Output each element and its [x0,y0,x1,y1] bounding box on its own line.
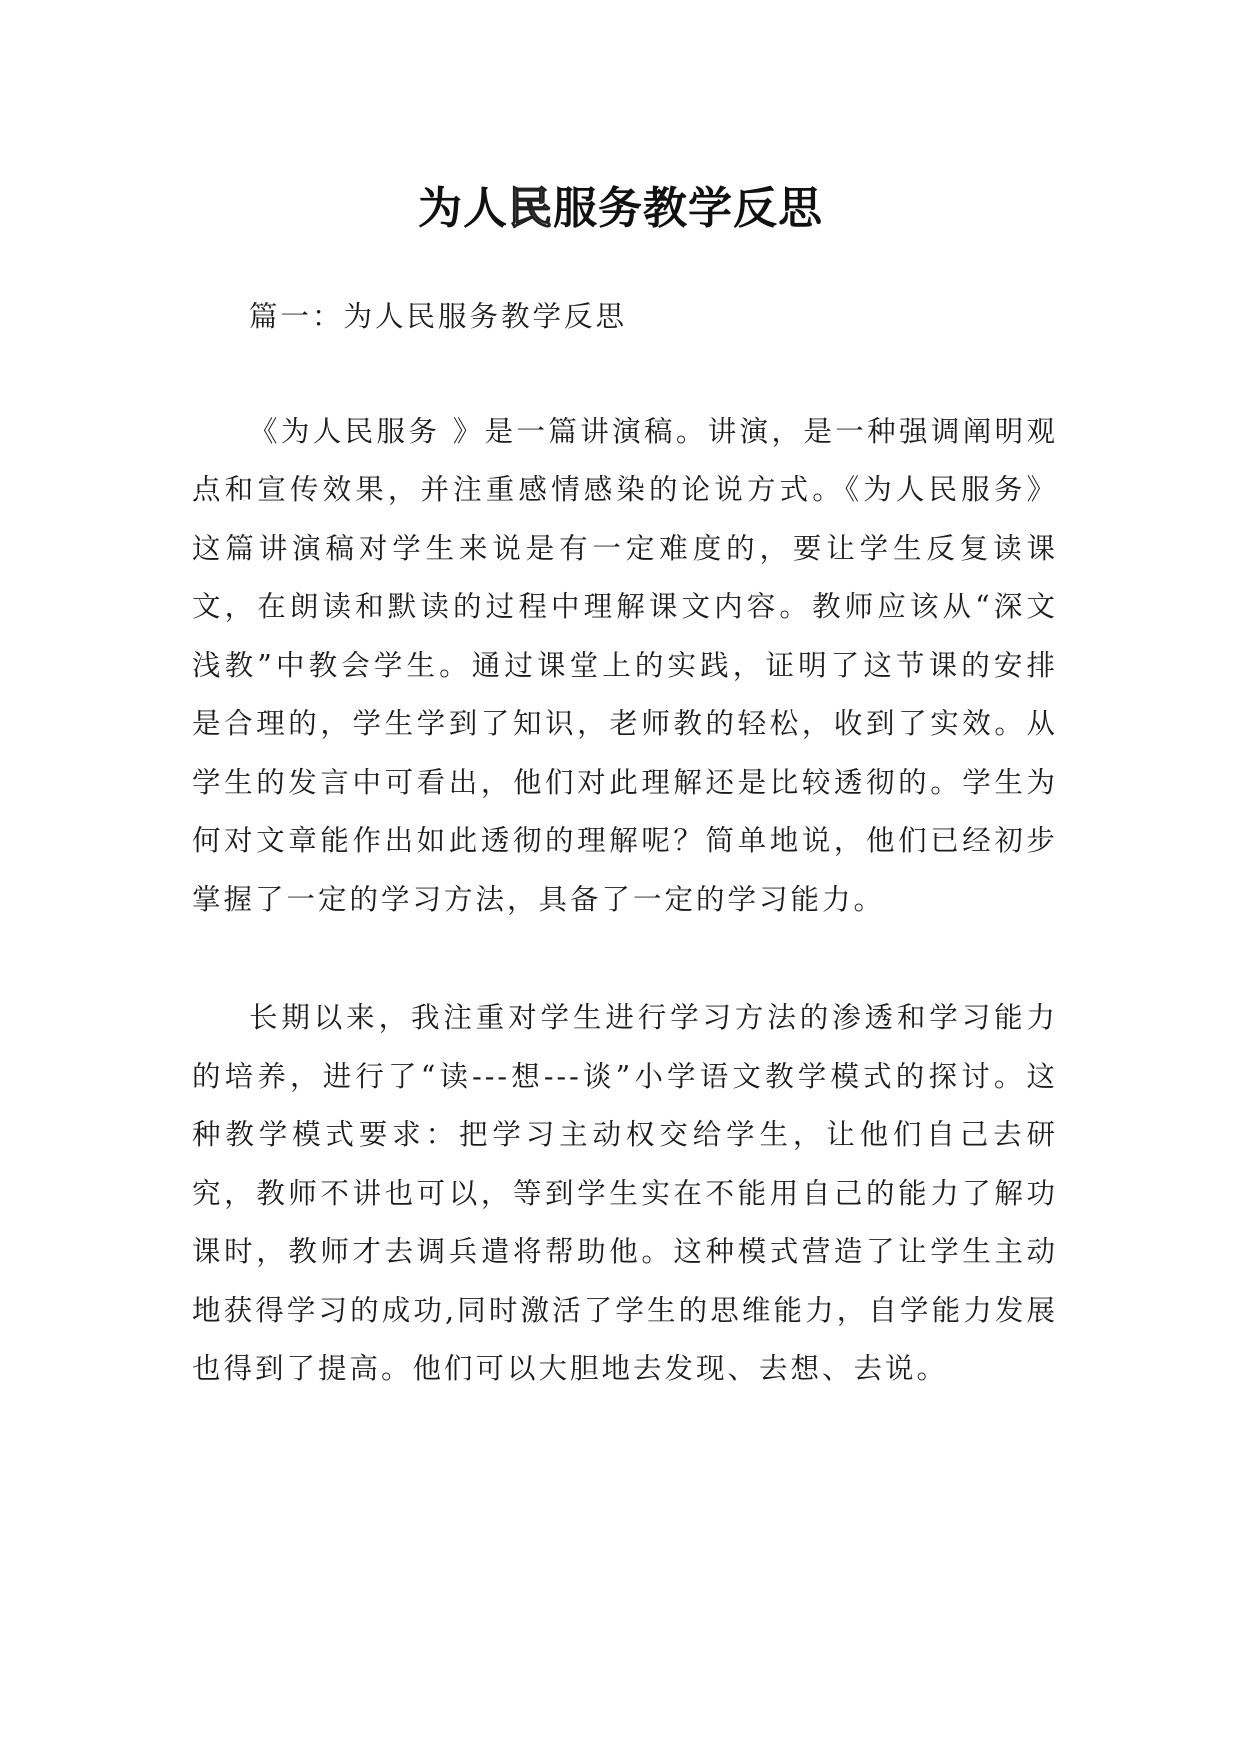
body-paragraph-2: 长期以来，我注重对学生进行学习方法的渗透和学习能力的培养，进行了“读---想---谈”小学语文教学模式的探讨。这种教学模式要求：把学习主动权交给学生，让他们自己去研究，教师不讲也可以，等到学生实在不能用自己的能力了解功课时，教师才去调兵遣将帮助他。这种模式营造了让学生主动地获得学习的成功,同时激活了学生的思维能力，自学能力发展也得到了提高。他们可以大胆地去发现、去想、去说。 [192,1001,1058,1385]
title-text-part1: 为人 [418,183,508,235]
document-body [192,288,1058,1399]
title-text-part2: 服务教学反思 [553,183,823,235]
body-paragraph-1: 《为人民服务 》是一篇讲演稿。讲演，是一种强调阐明观点和宣传效果，并注重感情感染的论说方式。《为人民服务》这篇讲演稿对学生来说是有一定难度的，要让学生反复读课文，在朗读和默读的过程中理解课文内容。教师应该从“深文浅教”中教会学生。通过课堂上的实践，证明了这节课的安排是合理的，学生学到了知识，老师教的轻松，收到了实效。从学生的发言中可看出，他们对此理解还是比较透彻的。学生为何对文章能作出如此透彻的理解呢？简单地说，他们已经初步掌握了一定的学习方法，具备了一定的学习能力。 [192,414,1058,916]
section-heading: 篇一：为人民服务教学反思 [249,300,628,333]
document-title [0,179,1241,239]
title-text-outlined-char: 民 [508,183,553,235]
